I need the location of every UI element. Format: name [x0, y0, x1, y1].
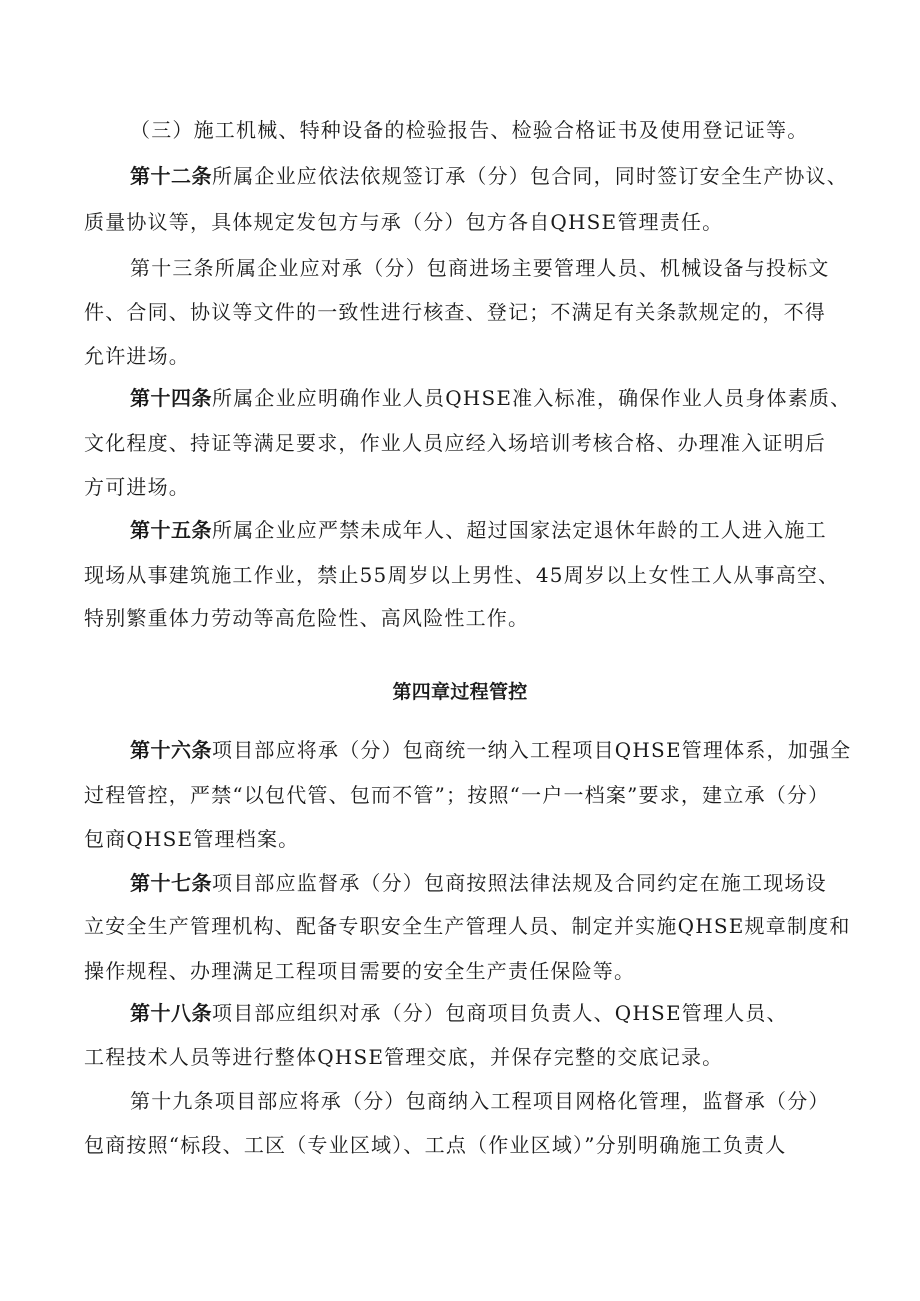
article-12-text-1: 所属企业应依法依规签订承（分）包合同，同时签订安全生产协议、	[212, 164, 848, 188]
article-18-line-2: 工程技术人员等进行整体QHSE管理交底，并保存完整的交底记录。	[84, 1045, 724, 1069]
chapter-heading: 第四章过程管控	[392, 681, 528, 703]
article-13-line-1: 第十三条所属企业应对承（分）包商进场主要管理人员、机械设备与投标文	[130, 256, 830, 280]
article-16-line-2: 过程管控，严禁“以包代管、包而不管”；按照“一户一档案”要求，建立承（分）	[84, 783, 830, 807]
article-15-title: 第十五条	[130, 518, 212, 542]
article-13-line-2: 件、合同、协议等文件的一致性进行核查、登记；不满足有关条款规定的，不得	[84, 300, 826, 324]
article-18-title: 第十八条	[130, 1001, 212, 1025]
article-14-line-3: 方可进场。	[84, 475, 190, 499]
article-19-line-1: 第十九条项目部应将承（分）包商纳入工程项目网格化管理，监督承（分）	[130, 1089, 830, 1113]
article-14-line-2: 文化程度、持证等满足要求，作业人员应经入场培训考核合格、办理准入证明后	[84, 431, 826, 455]
article-12-line-2: 质量协议等，具体规定发包方与承（分）包方各自QHSE管理责任。	[84, 210, 724, 234]
article-18-line-1	[130, 999, 788, 1027]
article-15-line-2: 现场从事建筑施工作业，禁止55周岁以上男性、45周岁以上女性工人从事高空、	[84, 563, 840, 587]
article-18-text-1: 项目部应组织对承（分）包商项目负责人、QHSE管理人员、	[212, 1001, 788, 1025]
article-15-line-3: 特别繁重体力劳动等高危险性、高风险性工作。	[84, 606, 530, 630]
article-12-line-1	[130, 162, 848, 190]
article-16-title: 第十六条	[130, 738, 212, 762]
article-15-line-1	[130, 516, 827, 544]
article-17-line-3: 操作规程、办理满足工程项目需要的安全生产责任保险等。	[84, 959, 636, 983]
article-12-title: 第十二条	[130, 164, 212, 188]
article-14-title: 第十四条	[130, 386, 212, 410]
article-17-line-2: 立安全生产管理机构、配备专职安全生产管理人员、制定并实施QHSE规章制度和	[84, 914, 851, 938]
article-15-text-1: 所属企业应严禁未成年人、超过国家法定退休年龄的工人进入施工	[212, 518, 827, 542]
article-14-text-1: 所属企业应明确作业人员QHSE准入标准，确保作业人员身体素质、	[212, 386, 852, 410]
article-16-line-3: 包商QHSE管理档案。	[84, 827, 300, 851]
article-16-text-1: 项目部应将承（分）包商统一纳入工程项目QHSE管理体系，加强全	[212, 738, 852, 762]
article-19-line-2: 包商按照“标段、工区（专业区域）、工点（作业区域）”分别明确施工负责人	[84, 1133, 787, 1157]
item-3-line-1: （三）施工机械、特种设备的检验报告、检验合格证书及使用登记证等。	[130, 118, 809, 142]
article-14-line-1	[130, 384, 851, 412]
article-17-text-1: 项目部应监督承（分）包商按照法律法规及合同约定在施工现场设	[212, 871, 827, 895]
article-13-line-3: 允许进场。	[84, 344, 190, 368]
article-16-line-1	[130, 736, 851, 764]
article-17-line-1	[130, 869, 827, 897]
article-17-title: 第十七条	[130, 871, 212, 895]
